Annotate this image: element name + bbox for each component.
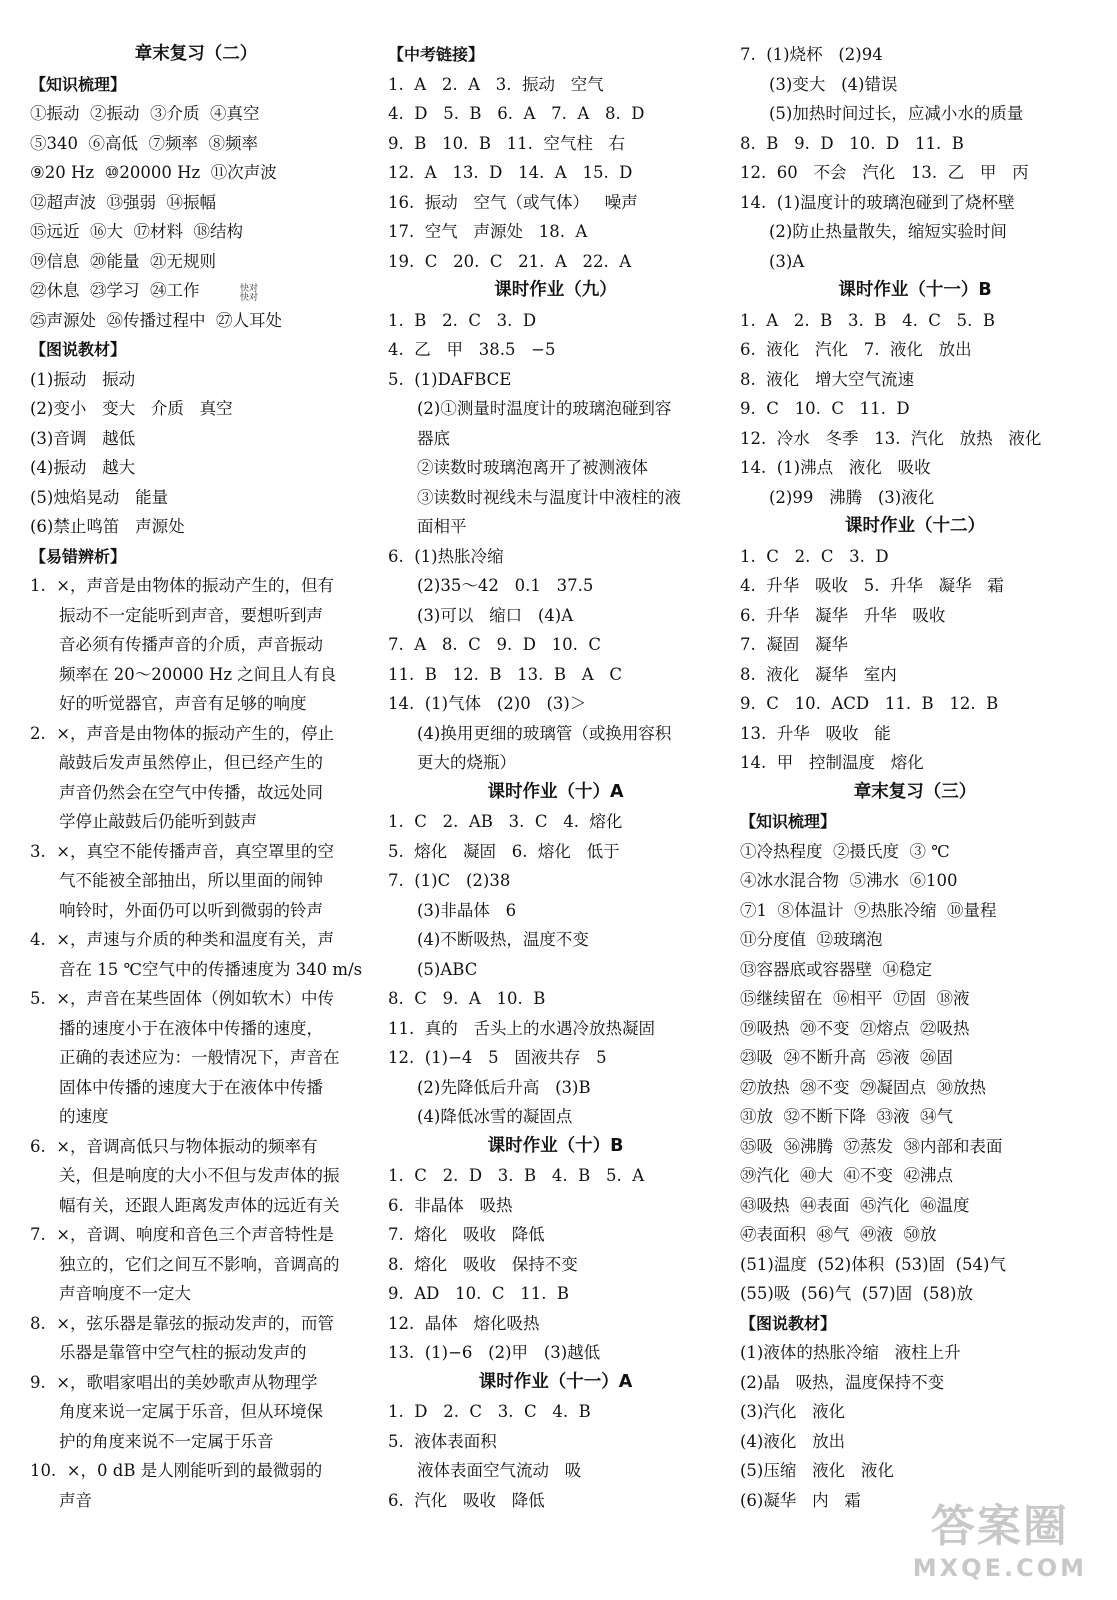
- answer-continuation: (5)ABC: [417, 959, 478, 979]
- answer-line: 5. 液体表面积: [388, 1431, 497, 1451]
- answer-line: ⑦1 ⑧体温计 ⑨热胀冷缩 ⑩量程: [740, 900, 997, 920]
- answer-continuation: (5)加热时间过长，应减小水的质量: [769, 104, 1024, 123]
- answer-line: (4)液化 放出: [740, 1431, 846, 1451]
- answer-line: 14. (1)沸点 液化 吸收: [740, 458, 931, 477]
- column-middle: [388, 40, 723, 1515]
- answer-continuation: 声音响度不一定大: [59, 1284, 191, 1303]
- answer-continuation: 频率在 20～20000 Hz 之间且人有良: [59, 664, 337, 684]
- answer-line: 7. (1)C (2)38: [388, 871, 511, 890]
- column-right: [740, 40, 1090, 1515]
- section-heading: 【图说教材】: [30, 340, 127, 359]
- answer-line: 14. (1)温度计的玻璃泡碰到了烧杯壁: [740, 192, 1015, 212]
- answer-line: ⑤340 ⑥高低 ⑦频率 ⑧频率: [30, 133, 258, 153]
- answer-line: 1. A 2. A 3. 振动 空气: [388, 74, 604, 94]
- answer-continuation: (3)变大 (4)错误: [769, 74, 898, 94]
- answer-line: 1. C 2. C 3. D: [740, 546, 889, 566]
- answer-line: 12. A 13. D 14. A 15. D: [388, 163, 633, 182]
- answer-line: (3)汽化 液化: [740, 1402, 846, 1421]
- small-stamp-text: 快对 快对: [240, 284, 259, 303]
- answer-line: (5)压缩 液化 液化: [740, 1461, 894, 1480]
- answer-line: 4. 乙 甲 38.5 −5: [388, 340, 556, 359]
- answer-line: 1. A 2. B 3. B 4. C 5. B: [740, 310, 996, 330]
- answer-continuation: 幅有关，还跟人距离发声体的远近有关: [59, 1195, 340, 1215]
- answer-line: ㉕声源处 ㉖传播过程中 ㉗人耳处: [30, 310, 282, 330]
- answer-line: (1)液体的热胀冷缩 液柱上升: [740, 1343, 961, 1362]
- answer-line: 16. 振动 空气（或气体） 噪声: [388, 192, 638, 212]
- answer-line: 8. C 9. A 10. B: [388, 989, 546, 1008]
- answer-continuation: 声音仍然会在空气中传播，故远处同: [59, 782, 323, 802]
- answer-continuation: 面相平: [417, 517, 467, 536]
- answer-line: ㉓吸 ㉔不断升高 ㉕液 ㉖固: [740, 1048, 953, 1067]
- answer-line: 5. ×，声音在某些固体（例如软木）中传: [30, 989, 335, 1008]
- section-title: 课时作业（十）B: [487, 1135, 624, 1156]
- answer-line: 11. 真的 舌头上的水遇冷放热凝固: [388, 1018, 655, 1038]
- answer-line: 5. (1)DAFBCE: [388, 369, 512, 389]
- answer-line: 8. 熔化 吸收 保持不变: [388, 1254, 578, 1274]
- answer-line: 1. D 2. C 3. C 4. B: [388, 1402, 591, 1421]
- answer-line: ⑮远近 ⑯大 ⑰材料 ⑱结构: [30, 222, 243, 241]
- answer-line: (55)吸 (56)气 (57)固 (58)放: [740, 1284, 973, 1303]
- section-heading: 【知识梳理】: [30, 74, 127, 94]
- answer-continuation: 学停止敲鼓后仍能听到鼓声: [59, 812, 257, 831]
- watermark: [913, 1490, 1087, 1582]
- answer-line: (3)音调 越低: [30, 428, 136, 448]
- answer-line: ㊴汽化 ㊵大 ㊶不变 ㊷沸点: [740, 1166, 953, 1185]
- answer-line: 7. 凝固 凝华: [740, 635, 848, 654]
- answer-line: 17. 空气 声源处 18. A: [388, 222, 588, 241]
- answer-line: 7. ×，音调、响度和音色三个声音特性是: [30, 1225, 335, 1244]
- answer-line: 7. 熔化 吸收 降低: [388, 1225, 545, 1244]
- answer-continuation: ③读数时视线未与温度计中液柱的液: [417, 487, 681, 507]
- answer-line: ⑮继续留在 ⑯相平 ⑰固 ⑱液: [740, 989, 970, 1008]
- answer-continuation: (4)不断吸热，温度不变: [417, 930, 589, 949]
- answer-line: 12. 冷水 冬季 13. 汽化 放热 液化: [740, 428, 1042, 448]
- answer-continuation: (2)防止热量散失，缩短实验时间: [769, 222, 1007, 241]
- answer-line: ㉗放热 ㉘不变 ㉙凝固点 ㉚放热: [740, 1077, 986, 1097]
- section-heading: 【中考链接】: [388, 45, 485, 64]
- section-title: 课时作业（九）: [494, 280, 617, 300]
- section-heading: 【图说教材】: [740, 1313, 837, 1333]
- answer-continuation: 器底: [417, 428, 450, 448]
- answer-line: 8. 液化 凝华 室内: [740, 664, 897, 684]
- answer-line: 12. 60 不会 汽化 13. 乙 甲 丙: [740, 163, 1029, 182]
- section-title: 课时作业（十一）B: [838, 280, 992, 300]
- answer-continuation: 好的听觉器官，声音有足够的响度: [59, 694, 307, 713]
- answer-line: 9. AD 10. C 11. B: [388, 1284, 570, 1303]
- answer-line: ⑲信息 ⑳能量 ㉑无规则: [30, 251, 216, 271]
- answer-continuation: (2)99 沸腾 (3)液化: [769, 487, 935, 507]
- answer-line: 8. B 9. D 10. D 11. B: [740, 133, 964, 153]
- answer-continuation: 播的速度小于在液体中传播的速度，: [59, 1018, 323, 1038]
- answer-line: (5)烛焰晃动 能量: [30, 487, 169, 507]
- answer-line: 1. ×，声音是由物体的振动产生的，但有: [30, 576, 335, 595]
- answer-line: 12. 晶体 熔化吸热: [388, 1313, 540, 1333]
- answer-line: (2)晶 吸热，温度保持不变: [740, 1372, 945, 1392]
- answer-line: ㉟吸 ㊱沸腾 ㊲蒸发 ㊳内部和表面: [740, 1136, 1003, 1156]
- answer-continuation: ②读数时玻璃泡离开了被测液体: [417, 458, 648, 477]
- answer-line: ㊸吸热 ㊹表面 ㊺汽化 ㊻温度: [740, 1195, 970, 1215]
- answer-line: (4)振动 越大: [30, 458, 136, 477]
- section-title: 课时作业（十）A: [487, 781, 624, 802]
- section-title: 课时作业（十二）: [845, 516, 985, 536]
- answer-line: ⑬容器底或容器壁 ⑭稳定: [740, 959, 932, 979]
- answer-line: 4. D 5. B 6. A 7. A 8. D: [388, 104, 645, 123]
- answer-line: 9. C 10. ACD 11. B 12. B: [740, 694, 999, 713]
- answer-line: 4. ×，声速与介质的种类和温度有关，声: [30, 930, 335, 949]
- answer-continuation: (4)换用更细的玻璃管（或换用容积: [417, 723, 672, 743]
- answer-line: ⑲吸热 ⑳不变 ㉑熔点 ㉒吸热: [740, 1018, 970, 1038]
- answer-line: ⑫超声波 ⑬强弱 ⑭振幅: [30, 192, 216, 212]
- answer-continuation: (3)A: [769, 251, 805, 271]
- answer-continuation: 独立的，它们之间互不影响，音调高的: [59, 1254, 340, 1274]
- answer-continuation: (4)降低冰雪的凝固点: [417, 1107, 573, 1126]
- answer-continuation: 固体中传播的速度大于在液体中传播: [59, 1077, 323, 1097]
- answer-line: (6)凝华 内 霜: [740, 1490, 861, 1510]
- answer-line: ㉒休息 ㉓学习 ㉔工作: [30, 281, 200, 300]
- answer-line: 14. 甲 控制温度 熔化: [740, 753, 924, 772]
- answer-line: 10. ×，0 dB 是人刚能听到的最微弱的: [30, 1461, 323, 1480]
- answer-line: 9. B 10. B 11. 空气柱 右: [388, 133, 626, 153]
- answer-line: 1. C 2. AB 3. C 4. 熔化: [388, 812, 623, 831]
- answer-line: 6. 液化 汽化 7. 液化 放出: [740, 340, 972, 359]
- answer-line: ㊼表面积 ㊽气 ㊾液 ㊿放: [740, 1225, 937, 1244]
- answer-continuation: 的速度: [59, 1107, 109, 1126]
- answer-continuation: 音必须有传播声音的介质，声音振动: [59, 635, 323, 654]
- answer-line: 9. C 10. C 11. D: [740, 399, 910, 418]
- answer-continuation: 敲鼓后发声虽然停止，但已经产生的: [59, 753, 323, 772]
- column-left: [30, 40, 362, 1515]
- answer-line: 8. ×，弦乐器是靠弦的振动发声的，而管: [30, 1313, 335, 1333]
- answer-line: 13. 升华 吸收 能: [740, 723, 891, 743]
- answer-line: 7. A 8. C 9. D 10. C: [388, 635, 602, 654]
- answer-line: 6. 升华 凝华 升华 吸收: [740, 605, 946, 625]
- section-title: 章末复习（二）: [134, 44, 258, 64]
- answer-continuation: (2)35～42 0.1 37.5: [417, 576, 594, 595]
- answer-continuation: (2)先降低后升高 (3)B: [417, 1077, 591, 1097]
- answer-continuation: 声音: [59, 1490, 92, 1510]
- answer-continuation: 角度来说一定属于乐音，但从环境保: [59, 1402, 323, 1421]
- answer-line: ④冰水混合物 ⑤沸水 ⑥100: [740, 871, 958, 890]
- watermark-logo: 答案圈: [930, 1501, 1069, 1552]
- answer-line: (51)温度 (52)体积 (53)固 (54)气: [740, 1254, 1006, 1274]
- section-heading: 【知识梳理】: [740, 812, 837, 831]
- answer-line: 11. B 12. B 13. B A C: [388, 664, 623, 684]
- section-title: 章末复习（三）: [853, 781, 977, 802]
- answer-line: (2)变小 变大 介质 真空: [30, 399, 233, 418]
- answer-continuation: (3)非晶体 6: [417, 900, 517, 920]
- answer-continuation: 更大的烧瓶）: [417, 753, 516, 772]
- answer-line: 1. B 2. C 3. D: [388, 310, 537, 330]
- answer-continuation: 液体表面空气流动 吸: [417, 1461, 582, 1480]
- answer-line: ①冷热程度 ②摄氏度 ③ ℃: [740, 841, 950, 861]
- answer-line: 8. 液化 增大空气流速: [740, 369, 914, 389]
- answer-continuation: (3)可以 缩口 (4)A: [417, 605, 574, 625]
- answer-line: 2. ×，声音是由物体的振动产生的，停止: [30, 723, 335, 743]
- answer-line: (6)禁止鸣笛 声源处: [30, 517, 185, 536]
- answer-continuation: 气不能被全部抽出，所以里面的闹钟: [59, 871, 323, 890]
- answer-line: 12. (1)−4 5 固液共存 5: [388, 1048, 607, 1067]
- section-title: 课时作业（十一）A: [478, 1371, 633, 1392]
- answer-continuation: 乐器是靠管中空气柱的振动发声的: [59, 1343, 307, 1362]
- answer-line: 6. 汽化 吸收 降低: [388, 1490, 545, 1510]
- answer-continuation: (2)①测量时温度计的玻璃泡碰到容: [417, 399, 672, 418]
- answer-line: ⑨20 Hz ⑩20000 Hz ⑪次声波: [30, 163, 277, 182]
- answer-continuation: 护的角度来说不一定属于乐音: [59, 1431, 274, 1451]
- section-heading: 【易错辨析】: [30, 546, 127, 566]
- answer-line: 3. ×，真空不能传播声音，真空罩里的空: [30, 841, 335, 861]
- answer-line: 13. (1)−6 (2)甲 (3)越低: [388, 1343, 601, 1362]
- answer-continuation: 正确的表述应为：一般情况下，声音在: [59, 1048, 340, 1067]
- answer-line: 6. ×，音调高低只与物体振动的频率有: [30, 1136, 318, 1156]
- answer-line: 5. 熔化 凝固 6. 熔化 低于: [388, 841, 620, 861]
- answer-line: 1. C 2. D 3. B 4. B 5. A: [388, 1166, 645, 1185]
- answer-line: 7. (1)烧杯 (2)94: [740, 45, 883, 64]
- answer-line: ⑪分度值 ⑫玻璃泡: [740, 930, 883, 949]
- answer-line: 19. C 20. C 21. A 22. A: [388, 251, 632, 271]
- answer-continuation: 关，但是响度的大小不但与发声体的振: [59, 1166, 340, 1185]
- watermark-url: MXQE.COM: [912, 1554, 1087, 1582]
- answer-line: 14. (1)气体 (2)0 (3)＞: [388, 694, 587, 713]
- answer-continuation: 音在 15 ℃空气中的传播速度为 340 m/s: [59, 959, 363, 979]
- answer-line: 9. ×，歌唱家唱出的美妙歌声从物理学: [30, 1372, 318, 1392]
- answer-line: 6. 非晶体 吸热: [388, 1195, 513, 1215]
- answer-line: 6. (1)热胀冷缩: [388, 546, 504, 566]
- answer-continuation: 振动不一定能听到声音，要想听到声: [59, 605, 323, 625]
- answer-line: ㉛放 ㉜不断下降 ㉝液 ㉞气: [740, 1107, 953, 1126]
- answer-line: 4. 升华 吸收 5. 升华 凝华 霜: [740, 576, 1004, 595]
- answer-continuation: 响铃时，外面仍可以听到微弱的铃声: [59, 900, 323, 920]
- answer-line: ①振动 ②振动 ③介质 ④真空: [30, 104, 260, 123]
- answer-line: (1)振动 振动: [30, 369, 136, 389]
